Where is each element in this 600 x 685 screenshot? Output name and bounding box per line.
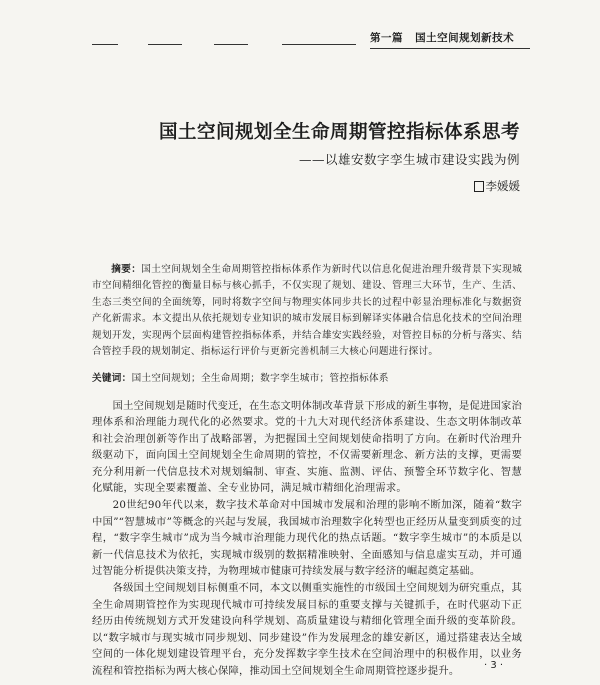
header-rule: [148, 44, 182, 45]
author-marker-icon: [474, 181, 484, 192]
abstract-label: 摘要：: [111, 264, 142, 275]
running-header-part: 第一篇: [370, 32, 403, 44]
body-paragraph: 国土空间规划是随时代变迁，在生态文明体制改革背景下形成的新生事物，是促进国家治理体系和治理能力现代化的必然要求。党的十九大对现代经济体系建设、生态文明体制改革和社会治理创新等作出了战略部署，为把握国土空间规划使命指明了方向。在新时代治理升级驱动下，面向国土空间规划全生命周期的管控，不仅需要新理念、新方法的支撑，更需要充分利用新一代信息技术对规划编制、审查、实施、监测、评估、预警全环节数字化、智慧化赋能，实现全要素覆盖、全专业协同，满足城市精细化治理需求。: [92, 400, 522, 495]
article-subtitle: ——以雄安数字孪生城市建设实践为例: [298, 152, 520, 167]
running-header-section: 国土空间规划新技术: [415, 32, 515, 44]
header-rule: [282, 44, 356, 45]
body-text: [92, 398, 522, 680]
keywords: [92, 370, 522, 384]
keywords-label: 关键词：: [92, 373, 132, 384]
abstract: [92, 262, 522, 360]
running-header: [370, 30, 530, 49]
page-number: · 3 ·: [484, 660, 504, 671]
header-rule: [214, 44, 248, 45]
body-paragraph: 20世纪90年代以来，数字技术革命对中国城市发展和治理的影响不断加深，随着“数字中国”“智慧城市”等概念的兴起与发展，我国城市治理数字化转型也正经历从量变到质变的过程，“数字孪生城市”成为当今城市治理能力现代化的热点话题。“数字孪生城市”的本质是以新一代信息技术为依托，实现城市级别的数据精准映射、全面感知与信息虚实互动，并可通过智能分析提供决策支持，为物理城市健康可持续发展与数字经济的崛起奠定基础。: [92, 499, 522, 578]
article-author: [474, 178, 521, 194]
author-name: 李媛媛: [485, 179, 520, 193]
article-title: 国土空间规划全生命周期管控指标体系思考: [158, 122, 520, 143]
keywords-text: 国土空间规划；全生命周期；数字孪生城市；管控指标体系: [131, 373, 389, 384]
abstract-text: 国土空间规划全生命周期管控指标体系作为新时代以信息化促进治理升级背景下实现城市空间精细化管控的衡量目标与核心抓手，不仅实现了规划、建设、管理三大环节，生产、生活、生态三类空间的全面统筹，同时将数字空间与物理实体同步共长的过程中彰显治理标准化与数据资产化新需求。本文提出从依托规划专业知识的城市发展目标到解译实体融合信息化技术的空间治理规划开发，实现两个层面构建管控指标体系，并结合雄安实践经验，对管控目标的分析与落实、结合管控手段的规划制定、指标运行评价与更新完善机制三大核心问题进行探讨。: [92, 264, 522, 358]
body-paragraph: 各级国土空间规划目标侧重不同，本文以侧重实施性的市级国土空间规划为研究重点，其全生命周期管控作为实现现代城市可持续发展目标的重要支撑与关键抓手，在时代驱动下正经历由传统规划方式开发建设向科学规划、高质量建设与精细化管理全面升级的变革阶段。以“数字城市与现实城市同步规划、同步建设”作为发展理念的雄安新区，通过搭建表达全域空间的一体化规划建设管理平台，充分发挥数字孪生技术在空间治理中的积极作用，以业务流程和管控指标为两大核心保障，推动国土空间规划全生命周期管控逐步提升。: [92, 582, 522, 677]
header-rule: [92, 44, 118, 45]
